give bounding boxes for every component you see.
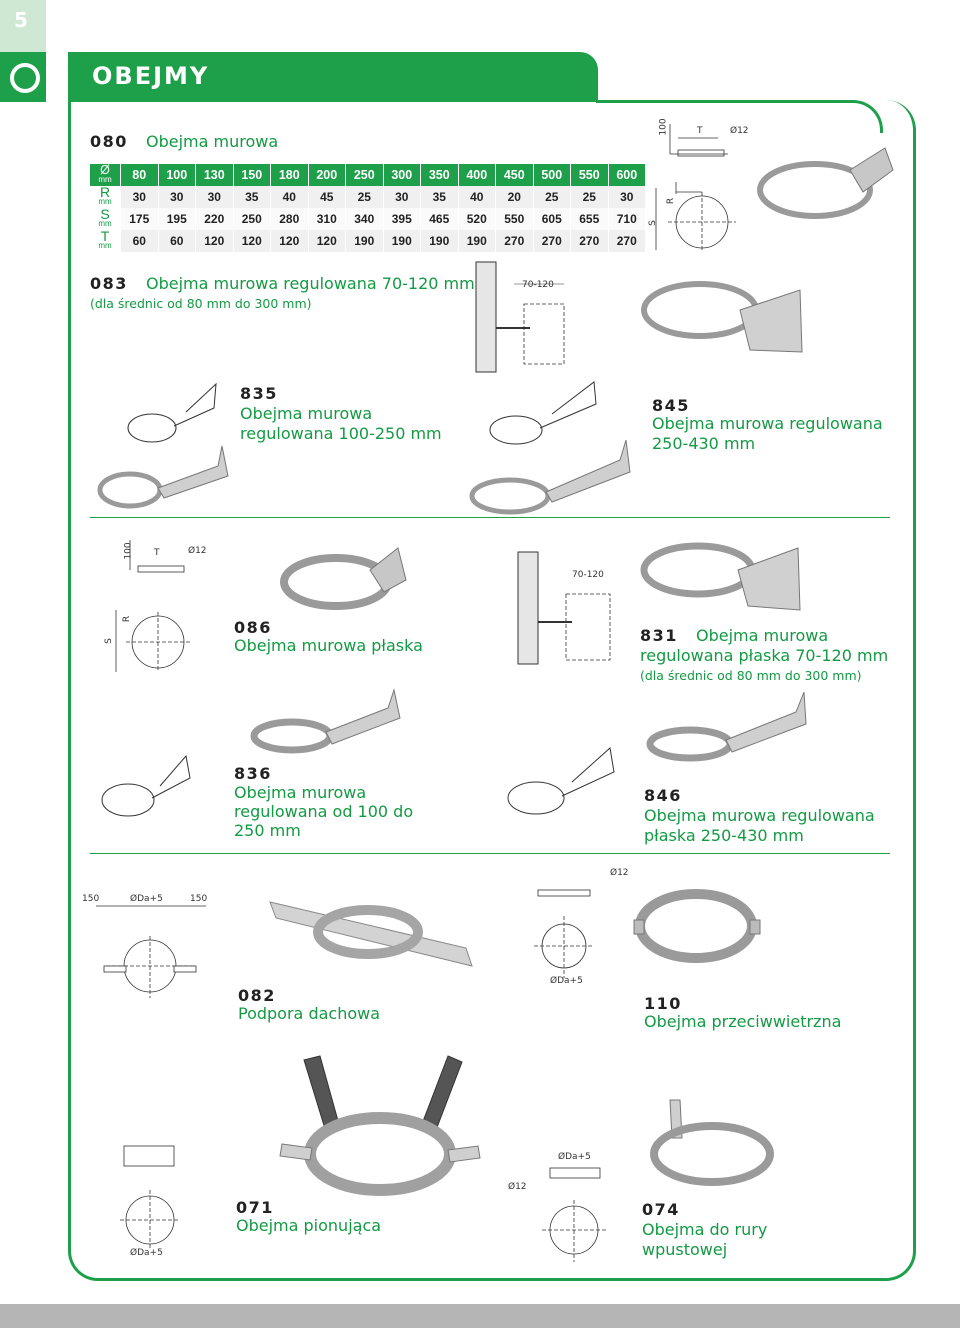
product-title-080: Obejma murowa: [146, 132, 279, 151]
product-code-110: 110: [644, 994, 682, 1013]
dim-label-70-120-b: 70-120: [572, 570, 604, 580]
footer-bar: [0, 1304, 960, 1328]
dim-label-d12-b: Ø12: [188, 546, 207, 556]
product-photo-835: [98, 436, 238, 516]
table-cell: 180: [271, 164, 309, 186]
table-row-R: [90, 186, 646, 208]
dim-label-d12: Ø12: [730, 126, 749, 136]
product-photo-846: [646, 690, 812, 770]
technical-drawing-846: [506, 746, 626, 826]
table-cell: 45: [308, 186, 346, 208]
table-cell: 500: [533, 164, 571, 186]
dim-label-T-b: T: [154, 548, 160, 558]
page-number: 5: [14, 8, 28, 32]
product-title-110: Obejma przeciwwietrzna: [644, 1012, 842, 1031]
table-cell: 600: [608, 164, 646, 186]
product-title-835-line2: regulowana 100-250 mm: [240, 424, 442, 443]
table-cell: 120: [196, 230, 234, 252]
dim-label-150-left: 150: [82, 894, 100, 904]
table-cell: 190: [346, 230, 384, 252]
table-cell: 250: [233, 208, 271, 230]
pipe-clamp-icon: [755, 130, 905, 240]
dim-label-da5-110: ØDa+5: [550, 976, 583, 986]
table-cell: 450: [496, 164, 534, 186]
dim-label-R-b: R: [122, 615, 133, 623]
table-cell: 35: [233, 186, 271, 208]
product-title-836-line1: Obejma murowa: [234, 783, 367, 802]
table-cell: 340: [346, 208, 384, 230]
table-cell: 190: [421, 230, 459, 252]
product-photo-845: [470, 436, 640, 518]
table-cell: 550: [571, 164, 609, 186]
table-cell: 710: [608, 208, 646, 230]
technical-drawing-836: [100, 752, 200, 824]
table-cell: 35: [421, 186, 459, 208]
table-cell: 605: [533, 208, 571, 230]
table-row-S: [90, 208, 646, 230]
row-label-S: S mm: [90, 208, 121, 230]
product-code-835: 835: [240, 384, 278, 403]
table-cell: 30: [196, 186, 234, 208]
row-label-R: R mm: [90, 186, 121, 208]
table-cell: 270: [533, 230, 571, 252]
row-label-diameter: Ø mm: [90, 164, 121, 186]
product-code-086: 086: [234, 618, 272, 637]
table-cell: 400: [458, 164, 496, 186]
table-cell: 350: [421, 164, 459, 186]
section-divider: [90, 853, 890, 854]
table-cell: 280: [271, 208, 309, 230]
table-cell: 270: [496, 230, 534, 252]
section-divider: [90, 517, 890, 518]
table-cell: 550: [496, 208, 534, 230]
table-cell: 655: [571, 208, 609, 230]
product-title-071: Obejma pionująca: [236, 1216, 382, 1235]
table-cell: 310: [308, 208, 346, 230]
table-cell: 60: [158, 230, 196, 252]
product-code-071: 071: [236, 1198, 274, 1217]
product-code-831: 831: [640, 626, 678, 645]
dim-label-S-b: S: [103, 638, 114, 644]
table-cell: 520: [458, 208, 496, 230]
product-title-846-line1: Obejma murowa regulowana: [644, 806, 875, 825]
table-cell: 20: [496, 186, 534, 208]
table-cell: 40: [271, 186, 309, 208]
technical-drawing-074: [530, 1166, 620, 1266]
product-title-845-line2: 250-430 mm: [652, 434, 756, 453]
product-title-836-line2: regulowana od 100 do: [234, 802, 414, 821]
dim-label-100-b: 100: [123, 542, 134, 560]
table-cell: 270: [608, 230, 646, 252]
table-cell: 395: [383, 208, 421, 230]
table-cell: 30: [608, 186, 646, 208]
technical-drawing-071: [110, 1142, 190, 1252]
product-photo-082: [266, 896, 480, 972]
table-cell: 250: [346, 164, 384, 186]
row-label-T: T mm: [90, 230, 121, 252]
dim-label-da5-071: ØDa+5: [130, 1248, 163, 1258]
table-cell: 130: [196, 164, 234, 186]
table-cell: 220: [196, 208, 234, 230]
product-title-836-line3: 250 mm: [234, 821, 301, 840]
product-title-846-line2: płaska 250-430 mm: [644, 826, 804, 845]
wall-section-drawing-831: [516, 552, 626, 664]
product-code-074: 074: [642, 1200, 680, 1219]
table-cell: 120: [308, 230, 346, 252]
table-cell: 25: [533, 186, 571, 208]
dim-label-150-right: 150: [190, 894, 208, 904]
technical-drawing-110: [524, 886, 604, 986]
dim-label-100: 100: [658, 118, 669, 136]
product-title-074-line1: Obejma do rury: [642, 1220, 768, 1239]
wall-bracket-icon: [640, 270, 810, 370]
table-cell: 100: [158, 164, 196, 186]
table-cell: 30: [121, 186, 159, 208]
technical-drawing-082: [96, 906, 206, 1002]
product-code-080: 080: [90, 132, 128, 151]
table-cell: 270: [571, 230, 609, 252]
dim-label-d12-c: Ø12: [610, 868, 629, 878]
dim-label-R: R: [666, 197, 677, 205]
wall-section-drawing-083: [474, 262, 584, 372]
table-cell: 200: [308, 164, 346, 186]
table-cell: 25: [571, 186, 609, 208]
table-cell: 195: [158, 208, 196, 230]
product-photo-110: [632, 880, 762, 970]
table-cell: 120: [271, 230, 309, 252]
spec-table: [90, 164, 646, 252]
table-cell: 60: [121, 230, 159, 252]
table-cell: 190: [458, 230, 496, 252]
table-cell: 300: [383, 164, 421, 186]
table-cell: 25: [346, 186, 384, 208]
product-photo-071: [280, 1054, 480, 1204]
table-cell: 120: [233, 230, 271, 252]
product-note-831: (dla średnic od 80 mm do 300 mm): [640, 668, 862, 683]
circle-icon: [10, 63, 40, 93]
table-cell: 80: [121, 164, 159, 186]
table-cell: 30: [158, 186, 196, 208]
table-cell: 30: [383, 186, 421, 208]
product-title-086: Obejma murowa płaska: [234, 636, 423, 655]
product-photo-074: [646, 1098, 786, 1190]
product-note-083: (dla średnic od 80 mm do 300 mm): [90, 296, 312, 311]
section-title: OBEJMY: [92, 62, 210, 90]
product-code-082: 082: [238, 986, 276, 1005]
product-photo-836: [252, 688, 408, 762]
product-photo-086: [280, 540, 410, 620]
product-code-836: 836: [234, 764, 272, 783]
product-code-083: 083: [90, 274, 128, 293]
product-title-074-line2: wpustowej: [642, 1240, 728, 1259]
table-cell: 150: [233, 164, 271, 186]
product-title-082: Podpora dachowa: [238, 1004, 381, 1023]
product-photo-831: [640, 540, 806, 624]
dim-label-da5-082: ØDa+5: [130, 894, 163, 904]
product-title-831-line1: Obejma murowa: [696, 626, 829, 645]
table-row-diameter: [90, 164, 646, 186]
table-cell: 190: [383, 230, 421, 252]
table-cell: 175: [121, 208, 159, 230]
product-title-083: Obejma murowa regulowana 70-120 mm: [146, 274, 475, 293]
product-title-835-line1: Obejma murowa: [240, 404, 373, 423]
dim-label-d12-d: Ø12: [508, 1182, 527, 1192]
product-title-831-line2: regulowana płaska 70-120 mm: [640, 646, 889, 665]
table-row-T: [90, 230, 646, 252]
dim-label-da5-074: ØDa+5: [558, 1152, 591, 1162]
dim-label-70-120: 70-120: [522, 280, 554, 290]
dim-label-S: S: [647, 220, 658, 226]
table-cell: 465: [421, 208, 459, 230]
product-title-845-line1: Obejma murowa regulowana: [652, 414, 883, 433]
product-code-846: 846: [644, 786, 682, 805]
product-code-845: 845: [652, 396, 690, 415]
dim-label-T: T: [697, 126, 703, 136]
table-cell: 40: [458, 186, 496, 208]
